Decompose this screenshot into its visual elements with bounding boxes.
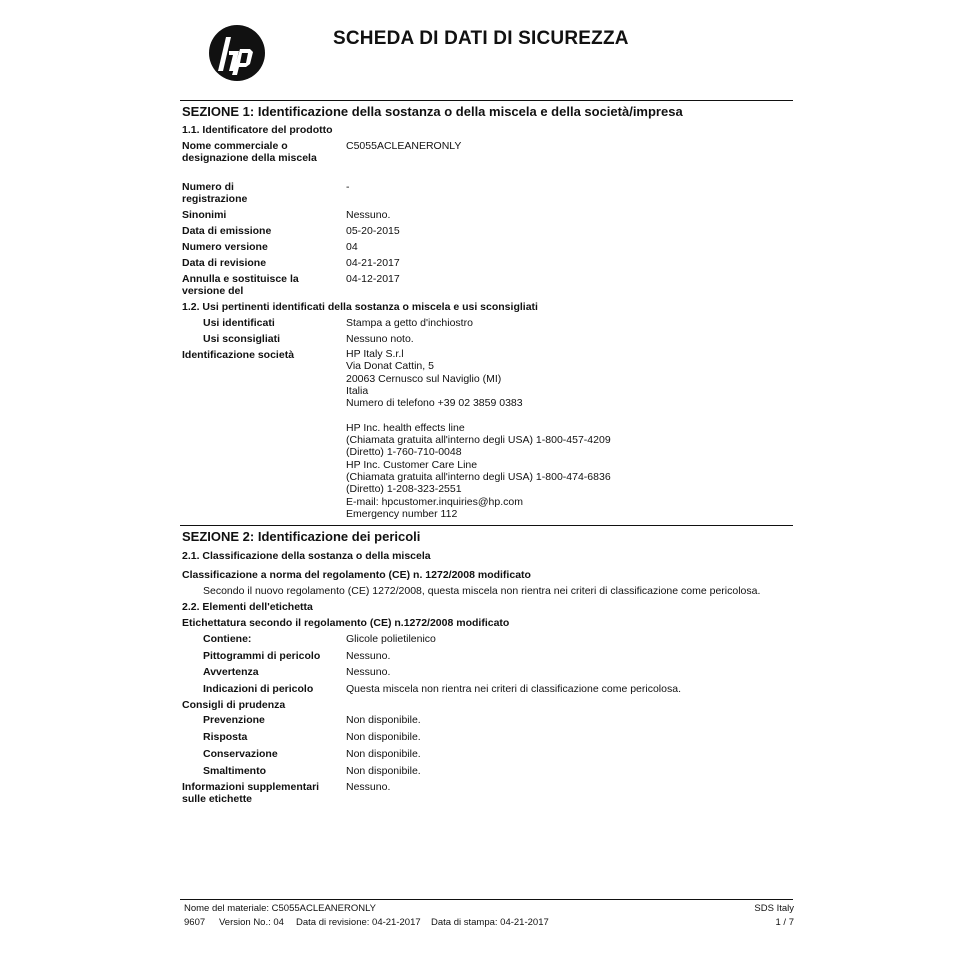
field-label: Data di revisione — [182, 257, 267, 269]
field-value: Nessuno. — [346, 666, 391, 678]
company-contact: HP Italy S.r.l Via Donat Cattin, 5 20063 Cernusco sul Naviglio (MI) Italia Numero di telefono +39 02 3859 0383 HP Inc. health effects line (Chiamata gratuita all'interno degli USA) 1-800-457-4209 (Diretto) 1-760-710-0048 HP Inc. Customer Care Line (Chiamata gratuita all'interno degli USA) 1-800-474-6836 (Diretto) 1-208-323-2551 E-mail: hpcustomer.inquiries@hp.com Emergency number 112 — [346, 348, 611, 520]
footer-divider — [180, 899, 793, 900]
field-label: Identificazione società — [182, 349, 295, 361]
field-label: Pittogrammi di pericolo — [203, 650, 321, 662]
subsection-2-2-b: Etichettatura secondo il regolamento (CE) n.1272/2008 modificato — [182, 617, 510, 629]
hp-logo-icon — [209, 25, 265, 81]
field-label: Numero di registrazione — [182, 181, 248, 205]
field-label: Prevenzione — [203, 714, 265, 726]
field-label: Annulla e sostituisce la versione del — [182, 273, 299, 297]
field-label: Conservazione — [203, 748, 278, 760]
field-label: Smaltimento — [203, 765, 267, 777]
field-value: Glicole polietilenico — [346, 633, 436, 645]
footer-revision: Data di revisione: 04-21-2017 — [296, 917, 421, 928]
field-label: Usi sconsigliati — [203, 333, 281, 345]
subsection-2-1-b: Classificazione a norma del regolamento (CE) n. 1272/2008 modificato — [182, 569, 531, 581]
field-value: Non disponibile. — [346, 765, 421, 777]
document-title: SCHEDA DI DATI DI SICUREZZA — [333, 28, 629, 49]
field-value: 04-12-2017 — [346, 273, 400, 285]
field-value: C5055ACLEANERONLY — [346, 140, 462, 152]
field-value: 04-21-2017 — [346, 257, 400, 269]
field-value: Non disponibile. — [346, 748, 421, 760]
field-label: Contiene: — [203, 633, 252, 645]
section-1-title: SEZIONE 1: Identificazione della sostanza o della miscela e della società/impresa — [182, 104, 683, 119]
footer-region: SDS Italy — [754, 903, 794, 914]
section-2-title: SEZIONE 2: Identificazione dei pericoli — [182, 529, 421, 544]
field-label: Data di emissione — [182, 225, 272, 237]
subsection-2-2: 2.2. Elementi dell'etichetta — [182, 601, 313, 613]
field-value: Nessuno. — [346, 781, 391, 793]
section-divider — [180, 100, 793, 101]
footer-code: 9607 — [184, 917, 206, 928]
field-value: Non disponibile. — [346, 731, 421, 743]
field-value: 04 — [346, 241, 358, 253]
footer-material: Nome del materiale: C5055ACLEANERONLY — [184, 903, 377, 914]
footer-version: Version No.: 04 — [219, 917, 284, 928]
field-value: Nessuno. — [346, 650, 391, 662]
subsection-2-1: 2.1. Classificazione della sostanza o della miscela — [182, 550, 431, 562]
field-label: Avvertenza — [203, 666, 259, 678]
field-label: Sinonimi — [182, 209, 227, 221]
classification-note: Secondo il nuovo regolamento (CE) 1272/2008, questa miscela non rientra nei criteri di classificazione come pericolosa. — [203, 585, 761, 597]
footer-page: 1 / 7 — [775, 917, 794, 928]
subsection-1-2: 1.2. Usi pertinenti identificati della sostanza o miscela e usi sconsigliati — [182, 301, 538, 313]
field-value: Non disponibile. — [346, 714, 421, 726]
field-label: Usi identificati — [203, 317, 275, 329]
subsection-1-1: 1.1. Identificatore del prodotto — [182, 124, 333, 136]
field-value: Questa miscela non rientra nei criteri di classificazione come pericolosa. — [346, 683, 681, 695]
field-label: Informazioni supplementari sulle etichette — [182, 781, 320, 805]
field-label: Risposta — [203, 731, 248, 743]
field-label: Indicazioni di pericolo — [203, 683, 314, 695]
field-value: Stampa a getto d'inchiostro — [346, 317, 473, 329]
field-value: - — [346, 181, 350, 193]
field-value: Nessuno. — [346, 209, 391, 221]
precaution-title: Consigli di prudenza — [182, 699, 286, 711]
field-value: Nessuno noto. — [346, 333, 414, 345]
field-value: 05-20-2015 — [346, 225, 400, 237]
footer-print-date: Data di stampa: 04-21-2017 — [431, 917, 549, 928]
section-divider — [180, 525, 793, 526]
field-label: Numero versione — [182, 241, 268, 253]
field-label: Nome commerciale o designazione della miscela — [182, 140, 317, 164]
